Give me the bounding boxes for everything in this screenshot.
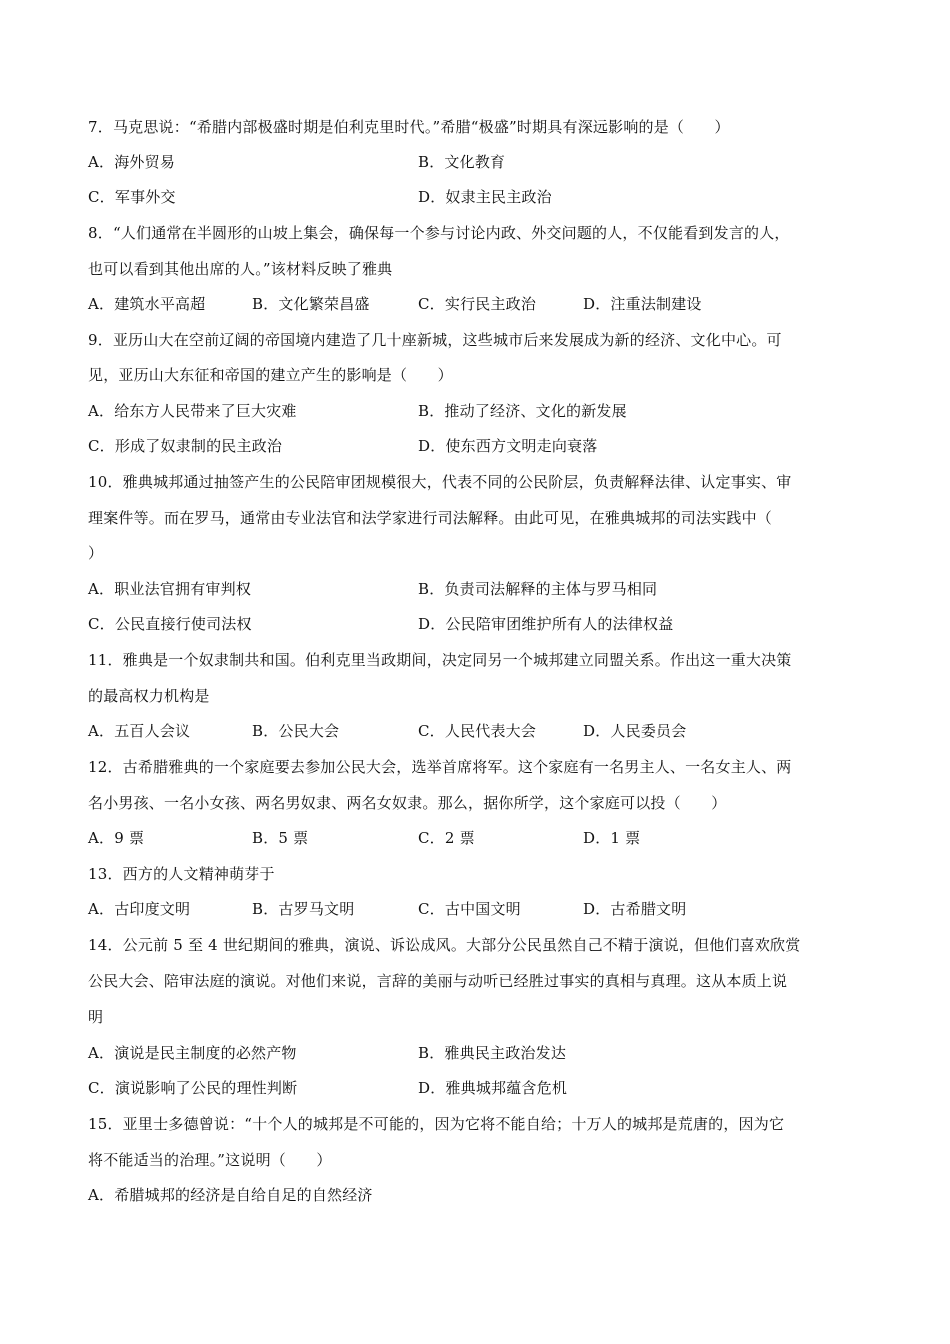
question-11-option-b: B．公民大会 bbox=[252, 722, 340, 740]
question-14-option-d: D．雅典城邦蕴含危机 bbox=[418, 1079, 568, 1097]
question-9-stem-line-2: 见，亚历山大东征和帝国的建立产生的影响是（ ） bbox=[88, 366, 453, 384]
question-7-option-c: C．军事外交 bbox=[88, 188, 176, 206]
question-10-option-b: B．负责司法解释的主体与罗马相同 bbox=[418, 580, 658, 598]
question-11-option-c: C．人民代表大会 bbox=[418, 722, 537, 740]
question-9-option-c: C．形成了奴隶制的民主政治 bbox=[88, 437, 283, 455]
question-8-option-b: B．文化繁荣昌盛 bbox=[252, 295, 370, 313]
question-12-option-b: B．5 票 bbox=[252, 829, 309, 847]
question-8-option-a: A．建筑水平高超 bbox=[88, 295, 206, 313]
question-8-stem-line-2: 也可以看到其他出席的人。”该材料反映了雅典 bbox=[88, 260, 393, 278]
question-13-option-d: D．古希腊文明 bbox=[583, 900, 687, 918]
question-8-option-c: C．实行民主政治 bbox=[418, 295, 537, 313]
question-7-option-a: A．海外贸易 bbox=[88, 153, 176, 171]
question-9-option-b: B．推动了经济、文化的新发展 bbox=[418, 402, 627, 420]
question-14-option-b: B．雅典民主政治发达 bbox=[418, 1044, 567, 1062]
question-12-option-d: D．1 票 bbox=[583, 829, 641, 847]
question-13-option-b: B．古罗马文明 bbox=[252, 900, 355, 918]
question-15-stem-line-2: 将不能适当的治理。”这说明（ ） bbox=[88, 1151, 332, 1169]
question-13-stem: 13．西方的人文精神萌芽于 bbox=[88, 865, 275, 883]
question-10-stem-line-1: 10．雅典城邦通过抽签产生的公民陪审团规模很大，代表不同的公民阶层，负责解释法律、认定事实、审 bbox=[88, 473, 792, 491]
question-11-stem-line-2: 的最高权力机构是 bbox=[88, 687, 210, 705]
question-13-option-a: A．古印度文明 bbox=[88, 900, 191, 918]
question-10-stem-line-2: 理案件等。而在罗马，通常由专业法官和法学家进行司法解释。由此可见，在雅典城邦的司法实践中（ bbox=[88, 509, 773, 527]
question-14-option-a: A．演说是民主制度的必然产物 bbox=[88, 1044, 297, 1062]
question-12-option-a: A．9 票 bbox=[88, 829, 145, 847]
question-13-option-c: C．古中国文明 bbox=[418, 900, 521, 918]
question-12-stem-line-1: 12．古希腊雅典的一个家庭要去参加公民大会，选举首席将军。这个家庭有一名男主人、一名女主人、两 bbox=[88, 758, 792, 776]
question-8-option-d: D．注重法制建设 bbox=[583, 295, 702, 313]
question-10-option-c: C．公民直接行使司法权 bbox=[88, 615, 252, 633]
question-14-option-c: C．演说影响了公民的理性判断 bbox=[88, 1079, 298, 1097]
question-14-stem-line-3: 明 bbox=[88, 1008, 104, 1026]
question-11-option-d: D．人民委员会 bbox=[583, 722, 687, 740]
question-8-stem-line-1: 8．“人们通常在半圆形的山坡上集会，确保每一个参与讨论内政、外交问题的人，不仅能看到发言的人， bbox=[88, 224, 790, 242]
question-15-option-a: A．希腊城邦的经济是自给自足的自然经济 bbox=[88, 1186, 373, 1204]
question-12-stem-line-2: 名小男孩、一名小女孩、两名男奴隶、两名女奴隶。那么，据你所学，这个家庭可以投（ ） bbox=[88, 794, 727, 812]
question-14-stem-line-2: 公民大会、陪审法庭的演说。对他们来说，言辞的美丽与动听已经胜过事实的真相与真理。这从本质上说 bbox=[88, 972, 788, 990]
question-14-stem-line-1: 14．公元前 5 至 4 世纪期间的雅典，演说、诉讼成风。大部分公民虽然自己不精于演说，但他们喜欢欣赏 bbox=[88, 936, 801, 954]
question-9-stem-line-1: 9．亚历山大在空前辽阔的帝国境内建造了几十座新城，这些城市后来发展成为新的经济、文化中心。可 bbox=[88, 331, 782, 349]
question-10-option-d: D．公民陪审团维护所有人的法律权益 bbox=[418, 615, 674, 633]
question-9-option-a: A．给东方人民带来了巨大灾难 bbox=[88, 402, 297, 420]
question-11-stem-line-1: 11．雅典是一个奴隶制共和国。伯利克里当政期间，决定同另一个城邦建立同盟关系。作出这一重大决策 bbox=[88, 651, 792, 669]
question-15-stem-line-1: 15．亚里士多德曾说：“十个人的城邦是不可能的，因为它将不能自给；十万人的城邦是荒唐的，因为它 bbox=[88, 1115, 785, 1133]
question-7-option-d: D．奴隶主民主政治 bbox=[418, 188, 552, 206]
question-7-stem: 7．马克思说：“希腊内部极盛时期是伯利克里时代。”希腊“极盛”时期具有深远影响的是（ ） bbox=[88, 118, 730, 136]
question-7-option-b: B．文化教育 bbox=[418, 153, 506, 171]
question-10-stem-line-3: ） bbox=[88, 544, 104, 562]
question-9-option-d: D．使东西方文明走向衰落 bbox=[418, 437, 598, 455]
question-11-option-a: A．五百人会议 bbox=[88, 722, 191, 740]
question-12-option-c: C．2 票 bbox=[418, 829, 475, 847]
question-10-option-a: A．职业法官拥有审判权 bbox=[88, 580, 252, 598]
